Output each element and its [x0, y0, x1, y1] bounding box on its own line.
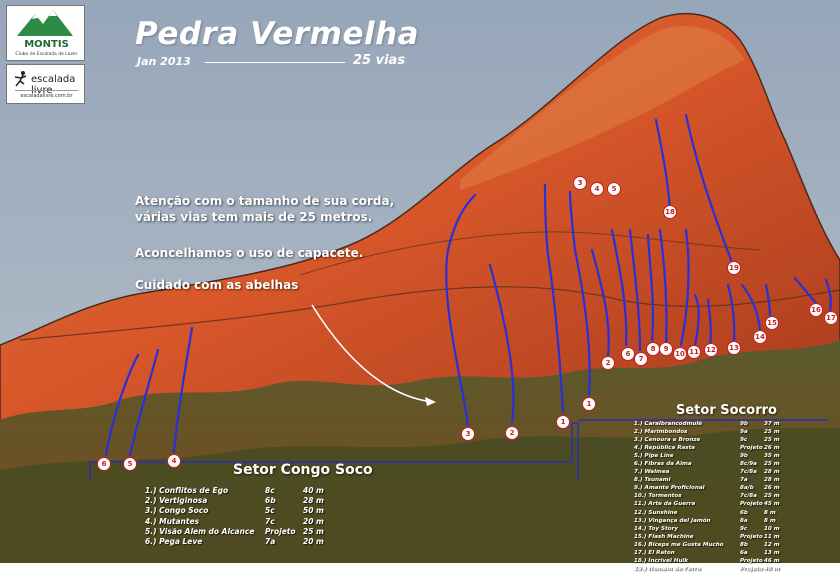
route-length: 46 m [764, 557, 780, 564]
route-length: 25 m [764, 493, 780, 500]
sector-congo-title: Setor Congo Soco [233, 462, 373, 478]
route-marker-socorro: 17 [824, 311, 838, 325]
route-length: 26 m [764, 485, 780, 492]
route-row [634, 420, 788, 428]
route-row [634, 460, 788, 468]
route-name: 2.) Vertiginosa [145, 496, 208, 506]
route-row [634, 565, 788, 573]
sector-socorro-title: Setor Socorro [676, 403, 777, 418]
route-marker-socorro: 1 [582, 397, 596, 411]
climber-icon [11, 69, 31, 89]
route-name: 6.) Pega Leve [145, 537, 203, 547]
route-length: 28 m [303, 496, 324, 506]
route-grade: 7a [740, 477, 748, 484]
route-row [145, 506, 337, 516]
route-length: 25 m [764, 437, 780, 444]
route-marker-socorro: 7 [634, 352, 648, 366]
route-grade: 8c [265, 486, 275, 495]
route-marker-congo: 5 [123, 457, 137, 471]
route-row [634, 444, 788, 452]
route-grade: 7c/8a [740, 493, 757, 500]
divider [15, 90, 78, 91]
route-length: 40 m [764, 565, 780, 572]
route-length: 37 m [764, 421, 780, 427]
bees-note: Cuidado com as abelhas [135, 278, 299, 292]
route-marker-socorro: 10 [673, 347, 687, 361]
route-name: 12.) Sunshine [634, 509, 678, 516]
route-length: 40 m [303, 486, 324, 495]
route-marker-socorro: 2 [601, 356, 615, 370]
route-name: 3.) Congo Soco [145, 506, 209, 516]
route-length: 25 m [303, 526, 324, 536]
montis-tagline: Clube de Escalada de Lazer [15, 52, 78, 57]
route-name: 10.) Tormentos [634, 493, 682, 500]
route-name: 5.) Visão Alem do Alcance [145, 526, 255, 536]
route-grade: 6b [740, 509, 748, 516]
route-name: 19.) Homem de Ferro [634, 565, 701, 572]
page-title: Pedra Vermelha [135, 16, 420, 52]
route-row [634, 452, 788, 460]
route-marker-congo: 3 [461, 427, 475, 441]
route-grade: Projeto [740, 557, 763, 564]
route-marker-socorro: 14 [753, 330, 767, 344]
route-length: 12 m [764, 541, 780, 548]
route-marker-congo: 2 [505, 426, 519, 440]
rope-warning [135, 193, 394, 225]
route-length: 50 m [303, 506, 324, 516]
route-marker-socorro: 9 [659, 342, 673, 356]
rope-warning-line1: Atenção com o tamanho de sua corda, [135, 194, 395, 208]
route-length: 11 m [764, 533, 780, 540]
route-row [634, 436, 788, 444]
route-grade: 7a [265, 537, 276, 547]
route-row [634, 476, 788, 484]
route-length: 8 m [764, 509, 776, 516]
route-grade: Projeto [740, 565, 763, 572]
date-label: Jan 2013 [137, 55, 191, 68]
escalada-livre-logo [6, 64, 85, 104]
route-row [145, 527, 337, 537]
route-marker-socorro: 5 [607, 182, 621, 196]
route-grade: 8a/b [740, 485, 754, 492]
route-marker-socorro: 16 [809, 303, 823, 317]
route-length: 20 m [303, 516, 324, 526]
route-length: 10 m [764, 525, 780, 532]
route-grade: 5c [265, 506, 275, 516]
route-name: 1.) Conflitos de Ego [145, 486, 229, 495]
helmet-note: Aconcelhamos o uso de capacete. [135, 246, 364, 260]
route-grade: 9a [740, 429, 748, 436]
route-length: 45 m [764, 501, 780, 508]
route-grade: 8c/9a [740, 461, 757, 468]
route-row [634, 549, 788, 557]
route-grade: 8b [740, 541, 748, 548]
route-row [634, 509, 788, 517]
route-name: 3.) Cenoura e Bronze [634, 437, 701, 444]
route-row [634, 428, 788, 436]
route-name: 7.) Walmea [634, 469, 670, 476]
route-marker-socorro: 6 [621, 347, 635, 361]
route-name: 17.) El Raton [634, 549, 675, 556]
route-name: 18.) Incrivel Hulk [634, 557, 689, 564]
montis-logo [6, 5, 85, 61]
route-marker-socorro: 8 [646, 342, 660, 356]
route-name: 8.) Tsunami [634, 477, 671, 484]
route-row [634, 492, 788, 500]
route-marker-socorro: 3 [573, 176, 587, 190]
route-marker-congo: 1 [556, 415, 570, 429]
route-row [634, 517, 788, 525]
route-marker-socorro: 13 [727, 341, 741, 355]
route-grade: 6b [265, 496, 276, 506]
route-grade: 9c [740, 437, 748, 444]
escalada-livre-name: escalada livre [31, 74, 76, 96]
route-length: 25 m [764, 461, 780, 468]
route-grade: Projeto [740, 501, 763, 508]
route-grade: Projeto [265, 526, 296, 536]
route-marker-socorro: 19 [727, 261, 741, 275]
divider [205, 62, 345, 63]
route-grade: 6a [740, 549, 748, 556]
route-length: 20 m [303, 537, 324, 547]
route-marker-congo: 4 [167, 454, 181, 468]
route-marker-socorro: 11 [687, 345, 701, 359]
route-name: 2.) Marimbondos [634, 429, 688, 436]
route-name: 14.) Toy Story [634, 525, 678, 532]
route-name: 6.) Fibras da Alma [634, 461, 692, 468]
route-marker-socorro: 4 [590, 182, 604, 196]
route-name: 9.) Amante Proficional [634, 485, 705, 492]
route-grade: 7c [265, 516, 275, 526]
route-length: 28 m [764, 469, 780, 476]
montis-name: MONTIS [24, 39, 69, 50]
route-length: 8 m [764, 517, 776, 524]
rope-warning-line2: várias vias tem mais de 25 metros. [135, 210, 373, 224]
route-name: 13.) Vingança del Jamón [634, 517, 711, 524]
route-name: 1.) Caralbrancodmulé [634, 421, 703, 427]
route-row [634, 557, 788, 565]
route-length: 25 m [764, 429, 780, 436]
mountain-icon [7, 6, 86, 38]
route-marker-congo: 6 [97, 457, 111, 471]
route-name: 5.) Pipe Line [634, 453, 674, 460]
route-length: 26 m [764, 445, 780, 452]
route-grade: 9b [740, 421, 748, 427]
route-name: 4.) Mutantes [145, 516, 200, 526]
route-row [145, 537, 337, 547]
route-grade: Projeto [740, 445, 763, 452]
route-grade: 9b [740, 453, 748, 460]
route-row [145, 517, 337, 527]
route-grade: 7c/8a [740, 469, 757, 476]
route-marker-socorro: 18 [663, 205, 677, 219]
route-name: 16.) Biceps me Gusta Mucho [634, 541, 724, 548]
route-name: 11.) Arte da Guerra [634, 501, 696, 508]
route-row [145, 486, 337, 496]
route-grade: 9c [740, 525, 748, 532]
sector-congo-route-list [145, 486, 337, 547]
route-count: 25 vias [353, 53, 406, 68]
route-name: 15.) Flash Machine [634, 533, 694, 540]
route-length: 35 m [764, 453, 780, 460]
escalada-livre-url: escaladalivre.com.br [20, 93, 73, 99]
route-length: 13 m [764, 549, 780, 556]
route-row [145, 496, 337, 506]
route-length: 28 m [764, 477, 780, 484]
route-grade: 8a [740, 517, 748, 524]
route-row [634, 525, 788, 533]
route-marker-socorro: 12 [704, 343, 718, 357]
route-name: 4.) República Rasta [634, 445, 696, 452]
route-row [634, 484, 788, 492]
route-row [634, 500, 788, 508]
route-row [634, 541, 788, 549]
route-grade: Projeto [740, 533, 763, 540]
route-row [634, 533, 788, 541]
route-row [634, 468, 788, 476]
sector-socorro-route-list [634, 420, 788, 573]
route-marker-socorro: 15 [765, 316, 779, 330]
